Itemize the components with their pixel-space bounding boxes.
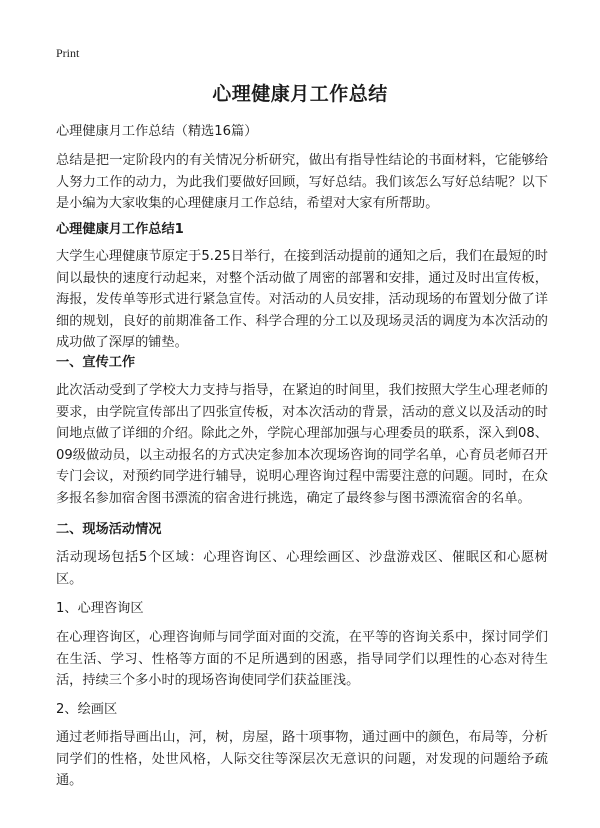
counseling-paragraph: 在心理咨询区，心理咨询师与同学面对面的交流，在平等的咨询关系中，探讨同学们在生活、学习、性格等方面的不足所遇到的困惑，指导同学们以理性的心态对待生活，持续三个多小时的现场咨询使同学们获益匪浅。 bbox=[56, 630, 548, 688]
intro-paragraph: 总结是把一定阶段内的有关情况分析研究，做出有指导性结论的书面材料，它能够给人努力工作的动力，为此我们要做好回顾，写好总结。我们该怎么写好总结呢？以下是小编为大家收集的心理健康月工作总结，希望对大家有所帮助。 bbox=[56, 153, 548, 211]
part-heading-publicity: 一、宣传工作 bbox=[56, 355, 136, 370]
subheading-counseling: 1、心理咨询区 bbox=[56, 601, 144, 616]
subheading-drawing: 2、绘画区 bbox=[56, 702, 118, 717]
drawing-paragraph: 通过老师指导画出山，河，树，房屋，路十项事物，通过画中的颜色，布局等，分析同学们的性格，处世风格，人际交往等深层次无意识的问题，对发现的问题给予疏通。 bbox=[56, 730, 548, 788]
section-1-paragraph: 大学生心理健康节原定于5.25日举行，在接到活动提前的通知之后，我们在最短的时间以最快的速度行动起来，对整个活动做了周密的部署和安排，通过及时出宣传板，海报，发传单等形式进行紧急宣传。对活动的人员安排，活动现场的布置划分做了详细的规划，良好的前期准备工作、科学合理的分工以及现场灵活的调度为本次活动的成功做了深厚的铺垫。 bbox=[56, 249, 548, 350]
section-heading-1: 心理健康月工作总结1 bbox=[56, 222, 184, 237]
document-subtitle: 心理健康月工作总结（精选16篇） bbox=[56, 124, 258, 139]
part-heading-onsite: 二、现场活动情况 bbox=[56, 522, 162, 537]
page-title: 心理健康月工作总结 bbox=[212, 83, 388, 105]
publicity-paragraph: 此次活动受到了学校大力支持与指导，在紧迫的时间里，我们按照大学生心理老师的要求，由学院宣传部出了四张宣传板，对本次活动的背景，活动的意义以及活动的时间地点做了详细的介绍。除此之外，学院心理部加强与心理委员的联系，深入到08、09级做动员，以主动报名的方式决定参加本次现场咨询的同学名单，心育员老师召开专门会议，对预约同学进行辅导，说明心理咨询过程中需要注意的问题。同时，在众多报名参加宿舍图书漂流的宿舍进行挑选，确定了最终参与图书漂流宿舍的名单。 bbox=[56, 383, 548, 506]
print-link[interactable]: Print bbox=[56, 46, 80, 60]
onsite-paragraph: 活动现场包括5个区域：心理咨询区、心理绘画区、沙盘游戏区、催眠区和心愿树区。 bbox=[56, 550, 548, 587]
